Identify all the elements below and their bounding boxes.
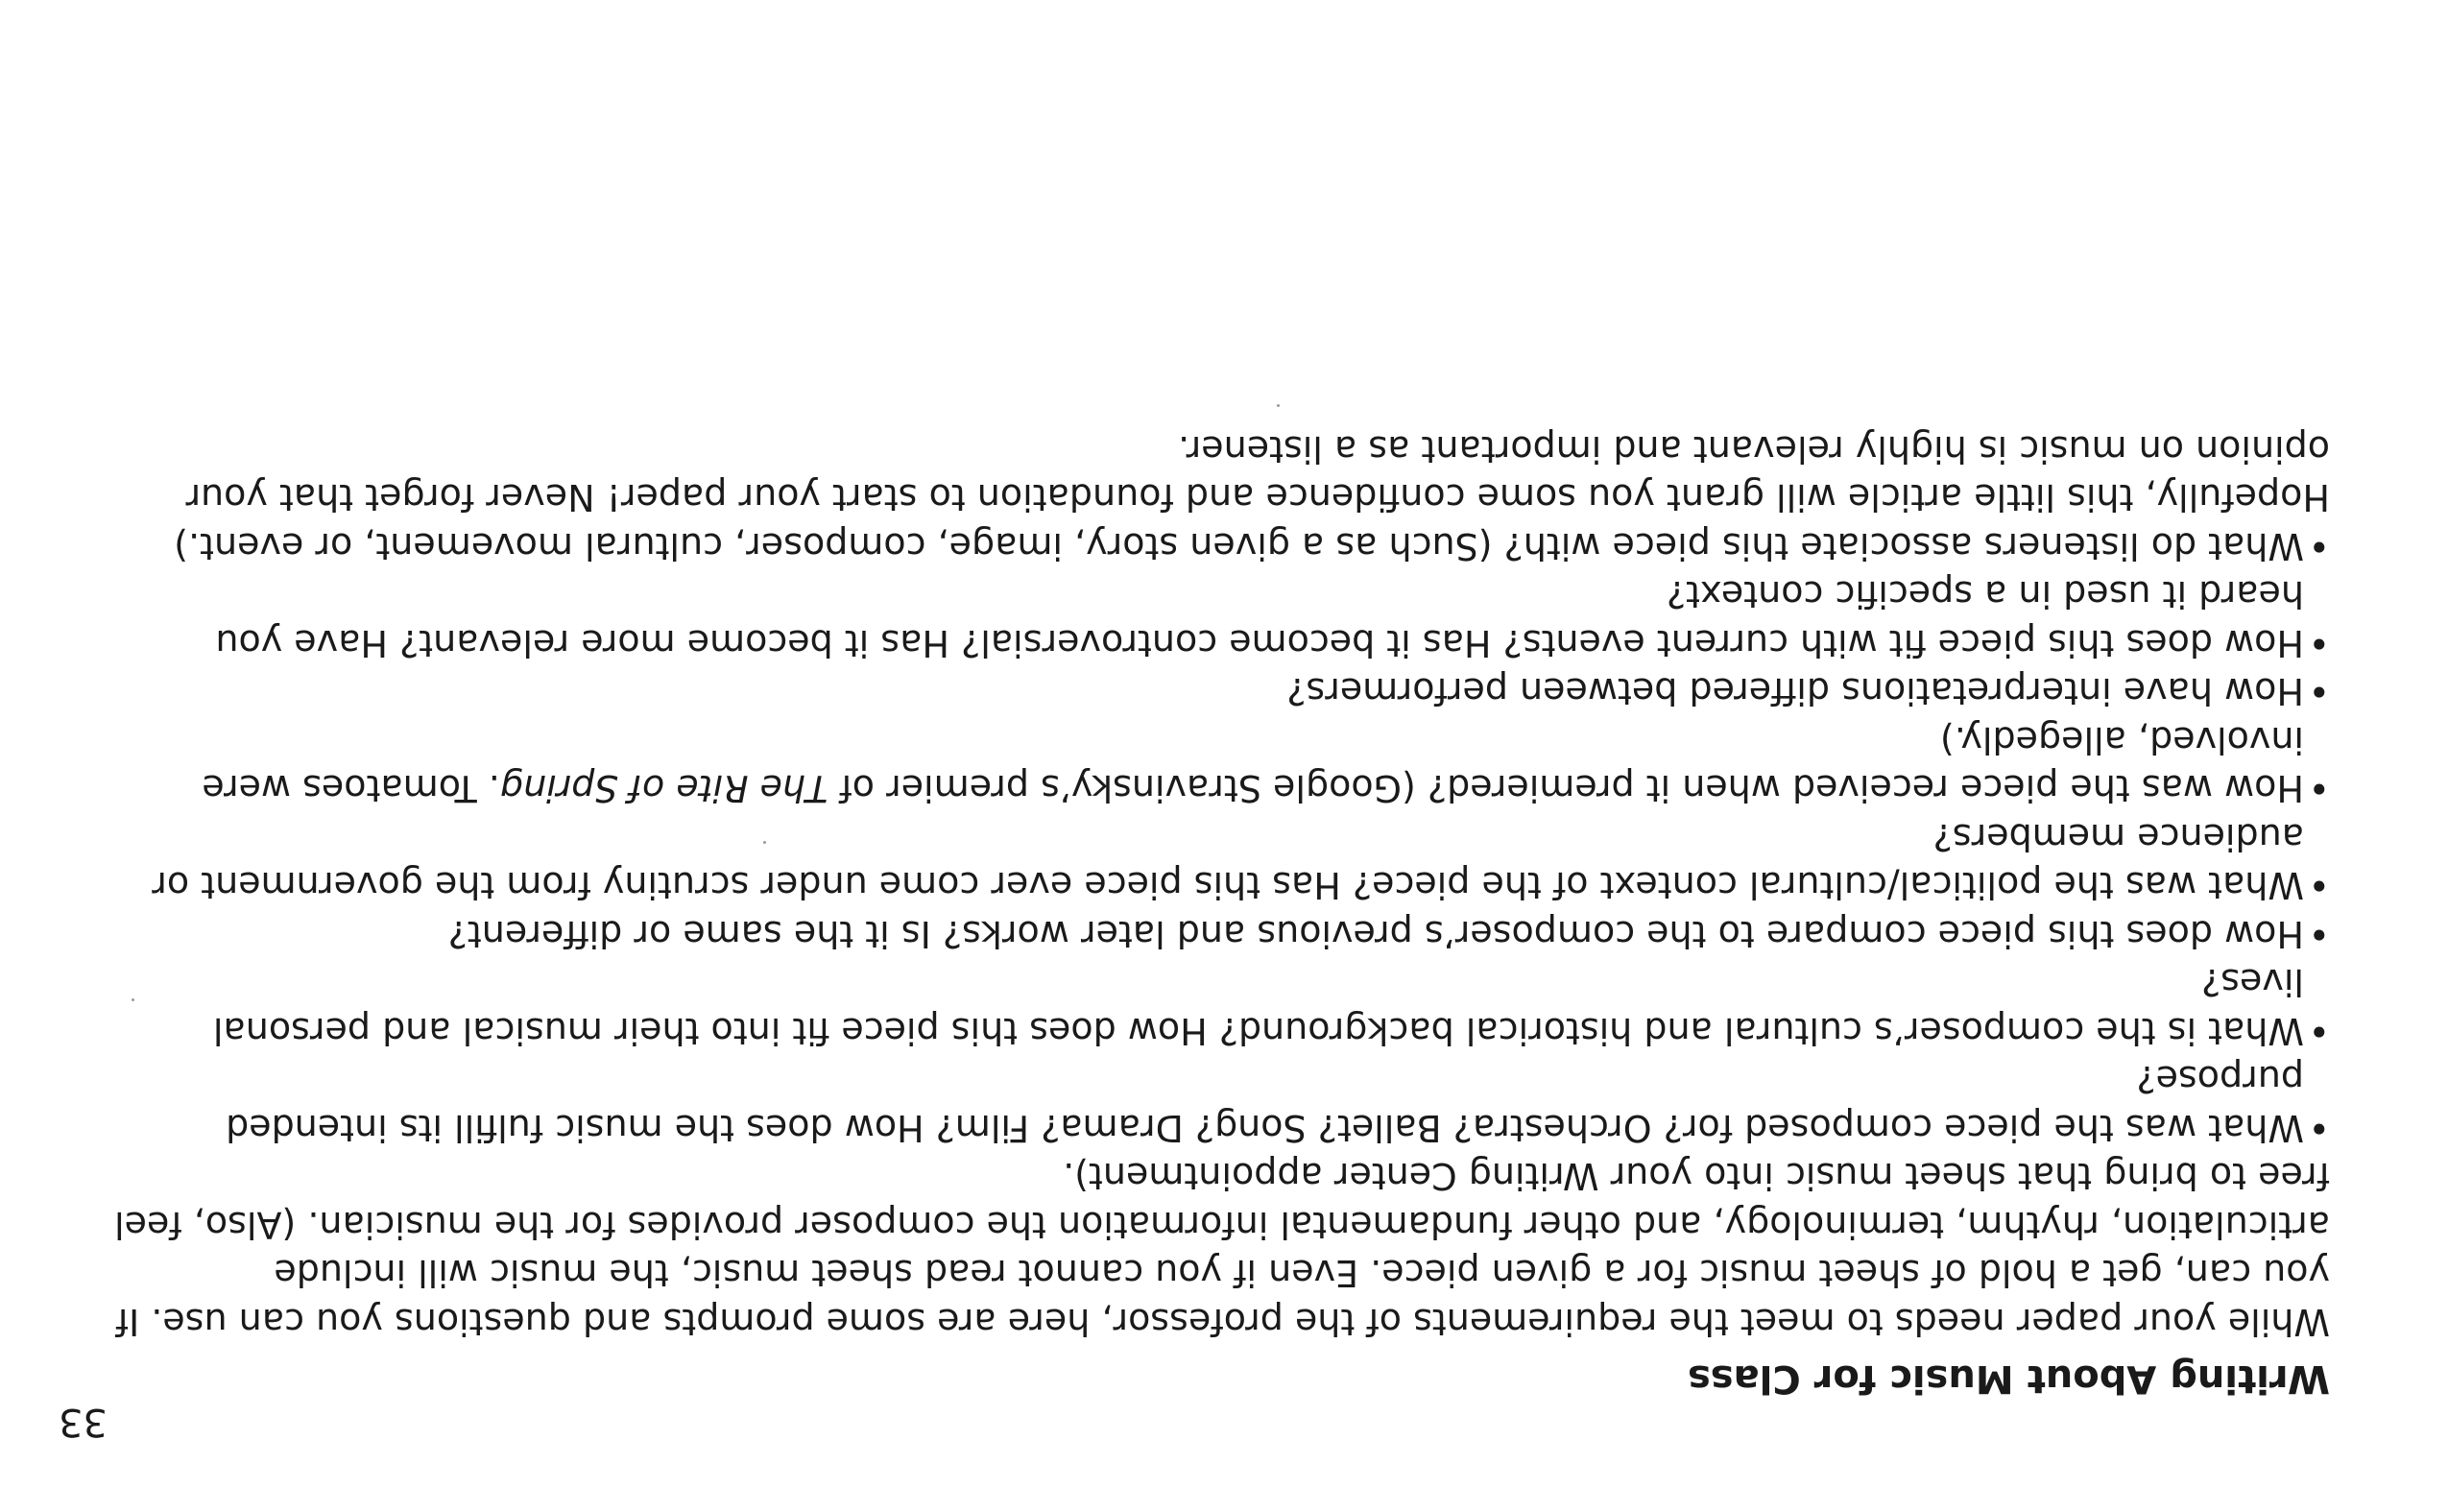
- list-item: [103, 958, 2330, 1055]
- page-content: [103, 425, 2330, 1404]
- intro-paragraph: While your paper needs to meet the requirements of the professor, here are some prompts and questions you can use. If you can, get a hold of sheet music for a given piece. Even if you cannot read sheet music, the music will include articulation, rhythm, terminology, and other fundamental information the composer provides for the musician. (Also, feel free to bring that sheet music into your Writing Center appointment).: [114, 1155, 2330, 1343]
- bullet-icon: •: [2308, 767, 2330, 810]
- list-item-text: What was the political/cultural context of the piece? Has this piece ever come under scrutiny from the government or audience members?: [152, 816, 2304, 907]
- list-item-text: What was the piece composed for? Orchestra? Ballet? Song? Drama? Film? How does the music fulfill its intended purpose?: [226, 1058, 2304, 1149]
- list-item: [103, 716, 2330, 813]
- page-number: 33: [59, 1400, 108, 1444]
- bullet-icon: •: [2308, 1010, 2330, 1052]
- bullet-icon: •: [2308, 622, 2330, 664]
- bullet-icon: •: [2308, 525, 2330, 567]
- list-item: [103, 522, 2330, 571]
- document-title: Writing About Music for Class: [1688, 1356, 2330, 1401]
- list-item: [103, 1055, 2330, 1152]
- bullet-icon: •: [2308, 913, 2330, 955]
- bullet-icon: •: [2308, 1107, 2330, 1149]
- list-item-text: What do listeners associate this piece with? (Such as a given story, image, composer, cultural movement, or event.): [174, 525, 2304, 567]
- list-item-text: How does this piece compare to the composer’s previous and later works? Is it the same or different?: [447, 913, 2304, 955]
- work-title: The Rite of Spring: [499, 767, 828, 810]
- list-item-text: [202, 719, 2304, 810]
- bullet-icon: •: [2308, 670, 2330, 713]
- list-item: [103, 910, 2330, 959]
- closing-paragraph: Hopefully, this little article will grant you some confidence and foundation to start your paper! Never forget that your opinion on music is highly relevant and important as a listener.: [185, 428, 2330, 519]
- list-item: [103, 667, 2330, 716]
- scan-speck: [1277, 404, 1280, 407]
- list-item-text-part: How was the piece received when it premiered? (Google Stravinsky’s premier of: [828, 767, 2304, 810]
- bullet-icon: •: [2308, 864, 2330, 907]
- list-item-text: What is the composer’s cultural and historical background? How does this piece fit into their musical and personal lives?: [212, 961, 2304, 1052]
- scan-speck: [763, 841, 766, 844]
- scan-speck: [132, 998, 134, 1001]
- prompt-list: [103, 522, 2330, 1153]
- list-item: [103, 813, 2330, 910]
- list-item-text-part: . Tomatoes were involved, allegedly.): [202, 719, 2304, 810]
- list-item: [103, 570, 2330, 667]
- list-item-text: How does this piece fit with current events? Has it become controversial? Has it become more relevant? Have you heard it used in a specific context?: [215, 573, 2304, 664]
- list-item-text: How have interpretations differed between performers?: [1286, 670, 2304, 713]
